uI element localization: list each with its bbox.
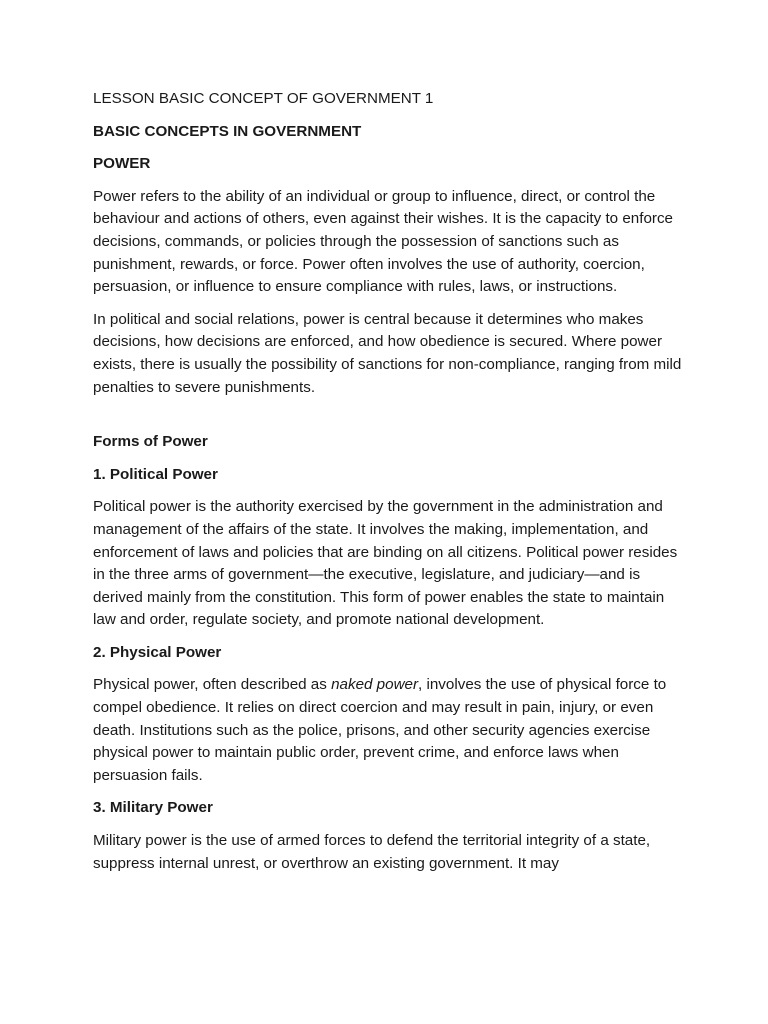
physical-text-end: , involves the use of physical force to compel obedience. It relies on direct coercion and may result in pain, injury, or even death. Institutions such as the police, prisons, and other security agencies exercise physical power to maintain public order, prevent crime, and enforce laws when persuasion fails.	[93, 676, 667, 784]
military-power-paragraph: Military power is the use of armed forces to defend the territorial integrity of a state, suppress internal unrest, or overthrow an existing government. It may	[93, 832, 651, 872]
section-spacer	[93, 409, 685, 431]
document-page	[93, 88, 685, 885]
physical-power-paragraph	[93, 674, 685, 787]
forms-of-power-heading: Forms of Power	[93, 433, 208, 451]
naked-power-emphasis: naked power	[331, 676, 419, 694]
military-power-heading: 3. Military Power	[93, 799, 213, 817]
physical-text-start: Physical power, often described as	[93, 676, 332, 694]
political-power-heading: 1. Political Power	[93, 465, 218, 483]
document-title: LESSON BASIC CONCEPT OF GOVERNMENT 1	[93, 90, 434, 107]
power-heading: POWER	[93, 155, 151, 173]
political-power-paragraph: Political power is the authority exercised by the government in the administration and management of the affairs of the state. It involves the making, implementation, and enforcement of laws and policies that are binding on all citizens. Political power resides in the three arms of government—the executive, legislature, and judiciary—and is derived mainly from the constitution. This form of power enables the state to maintain law and order, regulate society, and promote national development.	[93, 498, 678, 629]
power-paragraph-1: Power refers to the ability of an individual or group to influence, direct, or control the behaviour and actions of others, even against their wishes. It is the capacity to enforce decisions, commands, or policies through the possession of sanctions such as punishment, rewards, or force. Power often involves the use of authority, coercion, persuasion, or influence to ensure compliance with rules, laws, or instructions.	[93, 187, 673, 296]
main-heading: BASIC CONCEPTS IN GOVERNMENT	[93, 122, 362, 140]
physical-power-heading: 2. Physical Power	[93, 643, 222, 661]
power-paragraph-2: In political and social relations, power is central because it determines who makes decisions, how decisions are enforced, and how obedience is secured. Where power exists, there is usually the possibility of sanctions for non-compliance, ranging from mild penalties to severe punishments.	[93, 310, 682, 396]
